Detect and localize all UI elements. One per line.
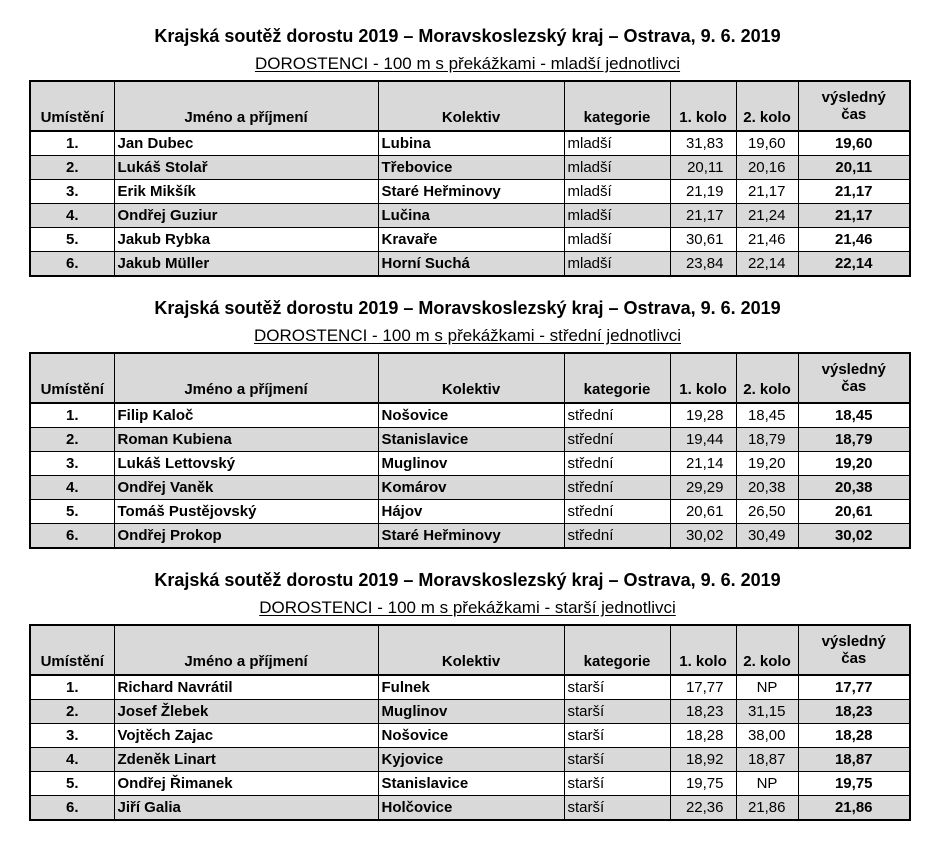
header-team: Kolektiv [378,625,564,675]
header-final-line1: výsledný [821,89,886,106]
final-time-cell: 21,17 [798,204,910,228]
final-time-cell: 17,77 [798,675,910,700]
section-subtitle-text: DOROSTENCI - 100 m s překážkami - střední jednotlivci [253,326,681,345]
category-cell: střední [564,524,670,549]
results-table [29,624,911,821]
rank-cell: 6. [30,252,114,277]
round1-cell: 18,28 [670,724,736,748]
header-final-line1: výsledný [821,633,886,650]
category-cell: mladší [564,131,670,156]
header-category: kategorie [564,353,670,403]
round1-cell: 30,02 [670,524,736,549]
name-cell: Vojtěch Zajac [114,724,378,748]
category-cell: starší [564,796,670,821]
round1-cell: 21,17 [670,204,736,228]
round2-cell: 21,17 [736,180,798,204]
round1-cell: 19,44 [670,428,736,452]
round1-cell: 23,84 [670,252,736,277]
section-subtitle [0,598,935,617]
rank-cell: 4. [30,204,114,228]
round2-cell: 21,24 [736,204,798,228]
name-cell: Jakub Rybka [114,228,378,252]
round2-cell: 31,15 [736,700,798,724]
rank-cell: 3. [30,180,114,204]
section-title: Krajská soutěž dorostu 2019 – Moravskoslezský kraj – Ostrava, 9. 6. 2019 [154,298,781,318]
header-round1: 1. kolo [670,81,736,131]
table-row [30,131,910,156]
round1-cell: 17,77 [670,675,736,700]
round2-cell: 30,49 [736,524,798,549]
table-header-row [30,353,910,403]
name-cell: Tomáš Pustějovský [114,500,378,524]
header-team: Kolektiv [378,81,564,131]
table-row [30,428,910,452]
name-cell: Filip Kaloč [114,403,378,428]
rank-cell: 6. [30,524,114,549]
name-cell: Jiří Galia [114,796,378,821]
header-rank: Umístění [30,625,114,675]
category-cell: střední [564,403,670,428]
round2-cell: NP [736,675,798,700]
team-cell: Komárov [378,476,564,500]
rank-cell: 4. [30,748,114,772]
team-cell: Lučina [378,204,564,228]
rank-cell: 1. [30,131,114,156]
rank-cell: 1. [30,403,114,428]
round1-cell: 19,75 [670,772,736,796]
header-rank: Umístění [30,81,114,131]
rank-cell: 5. [30,228,114,252]
team-cell: Stanislavice [378,772,564,796]
round2-cell: 20,16 [736,156,798,180]
final-time-cell: 21,17 [798,180,910,204]
team-cell: Nošovice [378,724,564,748]
table-row [30,724,910,748]
section-title: Krajská soutěž dorostu 2019 – Moravskoslezský kraj – Ostrava, 9. 6. 2019 [154,26,781,46]
header-name: Jméno a příjmení [114,81,378,131]
category-cell: mladší [564,180,670,204]
table-row [30,228,910,252]
team-cell: Kravaře [378,228,564,252]
team-cell: Horní Suchá [378,252,564,277]
header-final-line2: čas [841,650,867,667]
final-time-cell: 19,20 [798,452,910,476]
header-team: Kolektiv [378,353,564,403]
round2-cell: 21,46 [736,228,798,252]
name-cell: Richard Navrátil [114,675,378,700]
table-row [30,500,910,524]
final-time-cell: 20,11 [798,156,910,180]
category-cell: starší [564,748,670,772]
rank-cell: 2. [30,428,114,452]
header-round2: 2. kolo [736,81,798,131]
category-cell: mladší [564,228,670,252]
final-time-cell: 30,02 [798,524,910,549]
round2-cell: 22,14 [736,252,798,277]
table-row [30,204,910,228]
round1-cell: 21,19 [670,180,736,204]
team-cell: Nošovice [378,403,564,428]
team-cell: Holčovice [378,796,564,821]
round1-cell: 21,14 [670,452,736,476]
table-row [30,524,910,549]
team-cell: Fulnek [378,675,564,700]
round2-cell: 20,38 [736,476,798,500]
category-cell: mladší [564,204,670,228]
name-cell: Jan Dubec [114,131,378,156]
header-round2: 2. kolo [736,353,798,403]
category-cell: střední [564,452,670,476]
final-time-cell: 18,45 [798,403,910,428]
round1-cell: 29,29 [670,476,736,500]
name-cell: Ondřej Prokop [114,524,378,549]
round1-cell: 22,36 [670,796,736,821]
team-cell: Muglinov [378,452,564,476]
header-final [798,353,910,403]
final-time-cell: 18,28 [798,724,910,748]
results-table [29,352,911,549]
header-name: Jméno a příjmení [114,625,378,675]
round2-cell: 19,20 [736,452,798,476]
header-rank: Umístění [30,353,114,403]
rank-cell: 1. [30,675,114,700]
round2-cell: 18,87 [736,748,798,772]
table-row [30,675,910,700]
round2-cell: 18,45 [736,403,798,428]
category-cell: starší [564,724,670,748]
header-category: kategorie [564,625,670,675]
final-time-cell: 21,46 [798,228,910,252]
round1-cell: 20,11 [670,156,736,180]
round2-cell: 21,86 [736,796,798,821]
rank-cell: 2. [30,700,114,724]
header-round1: 1. kolo [670,625,736,675]
rank-cell: 5. [30,500,114,524]
category-cell: střední [564,428,670,452]
header-round2: 2. kolo [736,625,798,675]
round1-cell: 19,28 [670,403,736,428]
table-row [30,252,910,277]
header-name: Jméno a příjmení [114,353,378,403]
table-header-row [30,625,910,675]
category-cell: starší [564,675,670,700]
final-time-cell: 21,86 [798,796,910,821]
round2-cell: 26,50 [736,500,798,524]
round1-cell: 18,23 [670,700,736,724]
header-final-line1: výsledný [821,361,886,378]
round2-cell: 38,00 [736,724,798,748]
name-cell: Zdeněk Linart [114,748,378,772]
results-table [29,80,911,277]
rank-cell: 6. [30,796,114,821]
header-final-line2: čas [841,106,867,123]
final-time-cell: 19,60 [798,131,910,156]
section-title: Krajská soutěž dorostu 2019 – Moravskoslezský kraj – Ostrava, 9. 6. 2019 [154,570,781,590]
header-final [798,625,910,675]
round1-cell: 31,83 [670,131,736,156]
team-cell: Lubina [378,131,564,156]
category-cell: střední [564,476,670,500]
rank-cell: 2. [30,156,114,180]
round2-cell: NP [736,772,798,796]
team-cell: Staré Heřminovy [378,180,564,204]
section-subtitle [0,326,935,345]
team-cell: Muglinov [378,700,564,724]
rank-cell: 5. [30,772,114,796]
team-cell: Stanislavice [378,428,564,452]
round2-cell: 18,79 [736,428,798,452]
header-final [798,81,910,131]
table-row [30,772,910,796]
round1-cell: 18,92 [670,748,736,772]
final-time-cell: 18,87 [798,748,910,772]
final-time-cell: 18,23 [798,700,910,724]
category-cell: střední [564,500,670,524]
round2-cell: 19,60 [736,131,798,156]
rank-cell: 3. [30,724,114,748]
name-cell: Ondřej Řimanek [114,772,378,796]
team-cell: Staré Heřminovy [378,524,564,549]
table-row [30,180,910,204]
name-cell: Lukáš Stolař [114,156,378,180]
table-row [30,403,910,428]
section-subtitle-text: DOROSTENCI - 100 m s překážkami - mladší jednotlivci [254,54,681,73]
table-row [30,156,910,180]
category-cell: mladší [564,156,670,180]
name-cell: Roman Kubiena [114,428,378,452]
rank-cell: 4. [30,476,114,500]
table-row [30,452,910,476]
category-cell: mladší [564,252,670,277]
section-subtitle-text: DOROSTENCI - 100 m s překážkami - starší jednotlivci [259,598,676,617]
category-cell: starší [564,700,670,724]
header-round1: 1. kolo [670,353,736,403]
final-time-cell: 18,79 [798,428,910,452]
table-header-row [30,81,910,131]
team-cell: Kyjovice [378,748,564,772]
final-time-cell: 20,38 [798,476,910,500]
category-cell: starší [564,772,670,796]
table-row [30,748,910,772]
team-cell: Hájov [378,500,564,524]
final-time-cell: 20,61 [798,500,910,524]
section-subtitle [0,54,935,73]
name-cell: Jakub Müller [114,252,378,277]
name-cell: Josef Žlebek [114,700,378,724]
table-row [30,476,910,500]
name-cell: Erik Mikšík [114,180,378,204]
name-cell: Lukáš Lettovský [114,452,378,476]
header-final-line2: čas [841,378,867,395]
name-cell: Ondřej Vaněk [114,476,378,500]
name-cell: Ondřej Guziur [114,204,378,228]
final-time-cell: 22,14 [798,252,910,277]
header-category: kategorie [564,81,670,131]
table-row [30,700,910,724]
team-cell: Třebovice [378,156,564,180]
round1-cell: 20,61 [670,500,736,524]
table-row [30,796,910,821]
round1-cell: 30,61 [670,228,736,252]
final-time-cell: 19,75 [798,772,910,796]
rank-cell: 3. [30,452,114,476]
